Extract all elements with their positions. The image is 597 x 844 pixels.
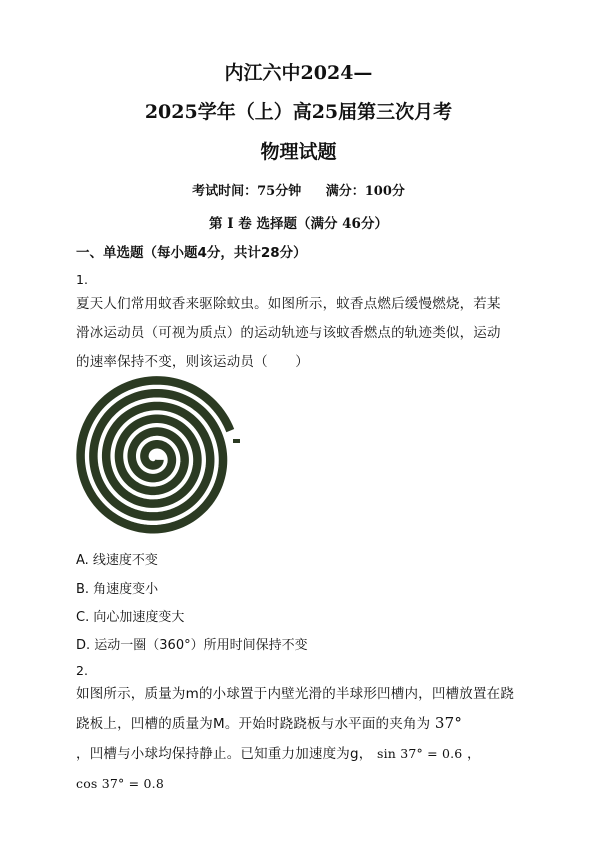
- coil-tip: [233, 439, 240, 443]
- question-1-line: 滑冰运动员（可视为质点）的运动轨迹与该蚊香燃点的轨迹类似，运动: [76, 325, 501, 341]
- part-heading: 一、单选题（每小题4分，共计28分）: [76, 245, 307, 261]
- sin-formula: sin 37° = 0.6: [376, 746, 463, 761]
- question-2-line-text: 跷板上，凹槽的质量为M。开始时跷跷板与水平面的夹角为: [76, 716, 431, 732]
- question-2-number: 2.: [76, 663, 88, 678]
- exam-title-line2: 2025学年（上）高25届第三次月考: [144, 101, 453, 123]
- option-d: D. 运动一圈（360°）所用时间保持不变: [76, 638, 308, 653]
- exam-subject: 物理试题: [260, 141, 337, 163]
- option-c: C. 向心加速度变大: [76, 610, 185, 625]
- question-2-line: [76, 769, 528, 799]
- option-a: A. 线速度不变: [76, 553, 158, 568]
- question-2-line: [76, 709, 528, 739]
- cos-formula: cos 37° = 0.8: [76, 776, 164, 791]
- question-2-comma: ，: [466, 746, 481, 762]
- question-2-line: 如图所示，质量为m的小球置于内壁光滑的半球形凹槽内，凹槽放置在跷: [76, 686, 515, 702]
- exam-time: 考试时间：75分钟: [192, 184, 302, 199]
- mosquito-coil-figure: [74, 374, 249, 544]
- section-title: 第 I 卷 选择题（满分 46分）: [209, 216, 388, 232]
- exam-meta: [0, 180, 597, 199]
- spiral-coil: [81, 380, 231, 529]
- full-score: 满分：100分: [325, 184, 405, 199]
- angle-value: 37°: [434, 714, 463, 732]
- exam-title-line1: 内江六中2024—: [224, 62, 373, 84]
- option-b: B. 角速度变小: [76, 582, 159, 597]
- question-2-line-text: ，凹槽与小球均保持静止。已知重力加速度为g，: [76, 746, 373, 762]
- question-1-line: 的速率保持不变，则该运动员（ ）: [76, 354, 309, 370]
- question-1-text: [76, 290, 528, 377]
- question-2-text: [76, 680, 528, 799]
- question-1-line: 夏天人们常用蚊香来驱除蚊虫。如图所示，蚊香点燃后缓慢燃烧，若某: [76, 296, 501, 312]
- question-2-line: [76, 739, 528, 769]
- question-1-number: 1.: [76, 272, 88, 287]
